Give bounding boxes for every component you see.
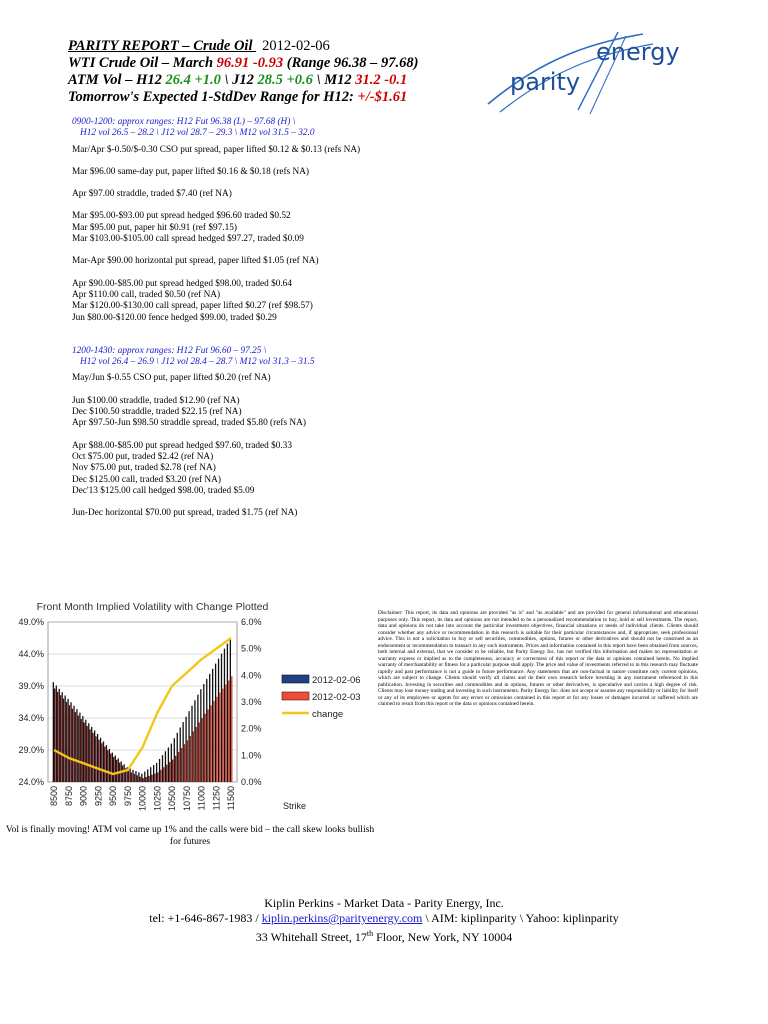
bar-2012-02-03 — [86, 726, 87, 782]
trade-log — [72, 117, 492, 519]
bar-2012-02-06 — [159, 759, 160, 782]
bar-2012-02-03 — [98, 740, 99, 782]
bar-2012-02-03 — [54, 689, 55, 782]
bar-2012-02-06 — [218, 659, 219, 782]
bar-2012-02-03 — [89, 729, 90, 782]
trade-line: Mar $103.00-$105.00 call spread hedged $97.27, traded $0.09 — [72, 234, 304, 245]
report-date: 2012-02-06 — [262, 38, 330, 54]
bar-2012-02-06 — [82, 716, 83, 782]
bar-2012-02-06 — [76, 709, 77, 782]
bar-2012-02-06 — [191, 706, 192, 782]
session-range-line: H12 vol 26.5 – 28.2 \ J12 vol 28.7 – 29.3 \ M12 vol 31.5 – 32.0 — [80, 128, 315, 139]
trade-group — [72, 167, 492, 178]
bar-2012-02-06 — [124, 764, 125, 782]
trade-line: Mar $120.00-$130.00 call spread, paper lifted $0.27 (ref $98.57) — [72, 301, 313, 312]
footer-address-street: 33 Whitehall Street, 17 — [255, 930, 367, 944]
chart-svg — [0, 596, 370, 818]
trade-line: Dec'13 $125.00 call hedged $98.00, traded $5.09 — [72, 485, 255, 496]
bar-2012-02-06 — [147, 769, 148, 782]
report-title-line — [68, 38, 488, 55]
bar-2012-02-03-highlight — [204, 714, 205, 782]
trade-line: Jun $100.00 straddle, traded $12.90 (ref NA) — [72, 395, 240, 406]
bar-2012-02-03 — [92, 733, 93, 782]
contact-footer — [0, 896, 768, 945]
bar-2012-02-06 — [115, 756, 116, 782]
bar-2012-02-03-highlight — [151, 775, 152, 782]
y-left-tick-label: 34.0% — [18, 713, 44, 723]
footer-email-link[interactable]: kiplin.perkins@parityenergy.com — [261, 911, 423, 925]
y-right-tick-label: 1.0% — [241, 750, 262, 761]
bar-2012-02-03-highlight — [196, 727, 197, 782]
bar-2012-02-06 — [177, 733, 178, 782]
bar-2012-02-06 — [209, 674, 210, 782]
session-header — [72, 117, 492, 140]
bar-2012-02-03 — [84, 722, 85, 782]
bar-2012-02-06 — [206, 679, 207, 782]
trade-group — [72, 441, 492, 497]
bar-2012-02-06 — [79, 713, 80, 782]
bar-2012-02-06 — [97, 734, 98, 782]
legend-swatch — [282, 692, 309, 700]
bar-2012-02-03-highlight — [222, 689, 223, 782]
bar-2012-02-06 — [174, 738, 175, 782]
bar-2012-02-06 — [185, 717, 186, 782]
logo-word-energy: energy — [596, 38, 680, 66]
legend-label: 2012-02-03 — [312, 692, 361, 703]
bar-2012-02-06 — [215, 664, 216, 782]
bar-2012-02-06 — [171, 744, 172, 782]
bar-2012-02-03 — [137, 775, 138, 782]
trade-group — [72, 396, 492, 430]
bar-2012-02-03 — [110, 754, 111, 782]
footer-aim-yahoo: \ AIM: kiplinparity \ Yahoo: kiplinparity — [422, 911, 619, 925]
trade-group — [72, 256, 492, 267]
bar-2012-02-03 — [72, 709, 73, 782]
bar-2012-02-03 — [63, 699, 64, 782]
trade-line: Mar $95.00 put, paper hit $0.91 (ref $97.15) — [72, 222, 237, 233]
bar-2012-02-03 — [140, 777, 141, 782]
x-tick-label: 10500 — [167, 786, 177, 812]
h12-vol: 26.4 +1.0 — [165, 72, 221, 88]
bar-2012-02-06 — [112, 753, 113, 782]
trade-line: Apr $90.00-$85.00 put spread hedged $98.00, traded $0.64 — [72, 278, 292, 289]
y-left-tick-label: 49.0% — [18, 617, 44, 627]
bar-2012-02-03 — [66, 702, 67, 782]
bar-2012-02-06 — [188, 711, 189, 782]
report-header — [68, 38, 488, 106]
bar-2012-02-03-highlight — [157, 772, 158, 782]
trade-group — [72, 211, 492, 245]
bar-2012-02-06 — [230, 639, 231, 782]
bar-2012-02-06 — [150, 767, 151, 782]
bar-2012-02-06 — [56, 685, 57, 782]
x-tick-label: 10000 — [137, 786, 148, 812]
bar-2012-02-06 — [65, 695, 66, 782]
bar-2012-02-03-highlight — [216, 697, 217, 782]
bar-2012-02-03 — [128, 771, 129, 782]
bar-2012-02-03-highlight — [160, 770, 161, 782]
j12-label: \ J12 — [220, 72, 258, 88]
bar-2012-02-06 — [59, 689, 60, 782]
bar-2012-02-06 — [212, 669, 213, 782]
trade-line: Jun $80.00-$120.00 fence hedged $99.00, traded $0.29 — [72, 312, 277, 323]
chart-caption: Vol is finally moving! ATM vol came up 1% and the calls were bid – the call skew looks bullish for futures — [5, 824, 375, 847]
x-axis-label: Strike — [283, 801, 307, 811]
y-right-tick-label: 2.0% — [241, 723, 262, 734]
bar-2012-02-06 — [53, 682, 54, 782]
trade-line: Mar-Apr $90.00 horizontal put spread, paper lifted $1.05 (ref NA) — [72, 256, 319, 267]
atm-vol-label: ATM Vol – H12 — [68, 72, 166, 88]
bar-2012-02-03-highlight — [187, 740, 188, 782]
bar-2012-02-06 — [106, 745, 107, 782]
legend-label: change — [312, 709, 344, 720]
bar-2012-02-03 — [101, 743, 102, 782]
y-left-tick-label: 24.0% — [18, 777, 44, 787]
report-title: PARITY REPORT – Crude Oil — [68, 38, 253, 54]
bar-2012-02-06 — [118, 758, 119, 782]
y-left-tick-label: 29.0% — [18, 745, 44, 755]
bar-2012-02-03-highlight — [193, 731, 194, 782]
bar-2012-02-03-highlight — [178, 752, 179, 782]
bar-2012-02-06 — [203, 684, 204, 782]
y-right-tick-label: 0.0% — [241, 777, 262, 787]
bar-2012-02-03-highlight — [199, 722, 200, 782]
j12-vol: 28.5 +0.6 — [257, 72, 313, 88]
session-range-line: 1200-1430: approx ranges: H12 Fut 96.60 – 97.25 \ — [72, 345, 267, 356]
bar-2012-02-06 — [200, 689, 201, 782]
expected-range-value: +/-$1.61 — [357, 89, 408, 105]
footer-address-city: Floor, New York, NY 10004 — [373, 930, 513, 944]
footer-sep: / — [252, 911, 262, 925]
bar-2012-02-03-highlight — [210, 705, 211, 782]
bar-2012-02-06 — [227, 644, 228, 782]
x-tick-label: 9000 — [78, 786, 89, 807]
trade-line: Dec $100.50 straddle, traded $22.15 (ref NA) — [72, 407, 242, 418]
x-tick-label: 11000 — [196, 786, 207, 811]
bar-2012-02-03-highlight — [148, 776, 149, 782]
chart-title: Front Month Implied Volatility with Change Plotted — [36, 601, 269, 613]
bar-2012-02-03-highlight — [172, 760, 173, 782]
bar-2012-02-06 — [180, 727, 181, 782]
bar-2012-02-03 — [113, 757, 114, 782]
y-right-tick-label: 6.0% — [241, 617, 262, 627]
legend-swatch — [282, 675, 309, 683]
trade-group — [72, 508, 492, 519]
bar-2012-02-03-highlight — [145, 777, 146, 782]
trade-group — [72, 189, 492, 200]
m12-label: \ M12 — [312, 72, 356, 88]
session-header — [72, 346, 492, 369]
bar-2012-02-03-highlight — [213, 701, 214, 782]
bar-2012-02-06 — [94, 730, 95, 782]
session-range-line: 0900-1200: approx ranges: H12 Fut 96.38 (L) – 97.68 (H) \ — [72, 117, 296, 127]
bar-2012-02-03-highlight — [207, 710, 208, 782]
expected-range-line — [68, 89, 488, 106]
bar-2012-02-03 — [60, 695, 61, 782]
bar-2012-02-06 — [135, 771, 136, 782]
footer-address — [0, 926, 768, 945]
bar-2012-02-03-highlight — [231, 676, 232, 782]
bar-2012-02-06 — [144, 772, 145, 782]
bar-2012-02-03-highlight — [169, 762, 170, 782]
m12-vol: 31.2 -0.1 — [355, 72, 408, 88]
expected-range-label: Tomorrow's Expected 1-StdDev Range for H12: — [68, 89, 358, 105]
bar-2012-02-03 — [116, 760, 117, 782]
bar-2012-02-06 — [224, 649, 225, 782]
bar-2012-02-03 — [131, 773, 132, 782]
bar-2012-02-06 — [156, 763, 157, 782]
x-tick-label: 9500 — [108, 786, 118, 807]
footer-address-sup: th — [366, 929, 374, 938]
x-tick-label: 10750 — [181, 786, 192, 812]
y-right-tick-label: 3.0% — [241, 697, 262, 707]
bar-2012-02-06 — [168, 747, 169, 782]
bar-2012-02-06 — [132, 770, 133, 782]
trade-group — [72, 279, 492, 324]
bar-2012-02-06 — [194, 700, 195, 782]
futures-price-change: 96.91 -0.93 — [216, 55, 284, 71]
futures-line — [68, 55, 488, 72]
bar-2012-02-06 — [162, 755, 163, 782]
x-tick-label: 11500 — [226, 786, 236, 811]
implied-vol-chart — [0, 596, 370, 818]
bar-2012-02-06 — [221, 654, 222, 782]
x-tick-label: 10250 — [152, 786, 163, 812]
bar-2012-02-06 — [62, 692, 63, 782]
bar-2012-02-06 — [73, 706, 74, 782]
x-tick-label: 8500 — [49, 786, 59, 807]
bar-2012-02-03 — [75, 712, 76, 782]
bar-2012-02-03-highlight — [184, 744, 185, 782]
trade-line: Apr $97.50-Jun $98.50 straddle spread, traded $5.80 (refs NA) — [72, 418, 306, 429]
y-left-tick-label: 39.0% — [18, 681, 44, 691]
y-right-tick-label: 4.0% — [241, 670, 262, 681]
bar-2012-02-03 — [107, 750, 108, 782]
bar-2012-02-03-highlight — [163, 767, 164, 782]
bar-2012-02-03 — [95, 736, 96, 782]
bar-2012-02-03 — [57, 692, 58, 782]
bar-2012-02-03 — [81, 719, 82, 782]
bar-2012-02-03 — [104, 747, 105, 782]
bar-2012-02-03-highlight — [175, 756, 176, 782]
trade-line: Jun-Dec horizontal $70.00 put spread, traded $1.75 (ref NA) — [72, 508, 298, 519]
bar-2012-02-06 — [197, 695, 198, 782]
y-right-tick-label: 5.0% — [241, 643, 262, 654]
x-tick-label: 8750 — [63, 786, 74, 807]
bar-2012-02-06 — [141, 774, 142, 782]
bar-2012-02-03-highlight — [190, 736, 191, 782]
bar-2012-02-03 — [122, 765, 123, 782]
bar-2012-02-06 — [91, 727, 92, 782]
trade-line: Mar/Apr $-0.50/$-0.30 CSO put spread, paper lifted $0.12 & $0.13 (refs NA) — [72, 144, 361, 155]
bar-2012-02-06 — [67, 699, 68, 782]
legend-label: 2012-02-06 — [312, 675, 361, 686]
bar-2012-02-06 — [109, 749, 110, 782]
trade-line: Apr $97.00 straddle, traded $7.40 (ref NA) — [72, 189, 232, 200]
trade-line: May/Jun $-0.55 CSO put, paper lifted $0.20 (ref NA) — [72, 373, 271, 384]
bar-2012-02-03-highlight — [154, 774, 155, 782]
parity-energy-logo — [468, 24, 698, 120]
x-tick-label: 9750 — [122, 786, 133, 807]
footer-tel: tel: +1-646-867-1983 — [149, 911, 253, 925]
logo-word-parity: parity — [510, 68, 581, 96]
bar-2012-02-03 — [134, 774, 135, 782]
bar-2012-02-03 — [69, 705, 70, 782]
footer-name-line: Kiplin Perkins - Market Data - Parity Energy, Inc. — [264, 896, 504, 910]
bar-2012-02-06 — [153, 765, 154, 782]
trade-line: Mar $96.00 same-day put, paper lifted $0.16 & $0.18 (refs NA) — [72, 166, 310, 177]
atm-vol-line — [68, 72, 488, 89]
bar-2012-02-06 — [103, 741, 104, 782]
footer-contact-line — [0, 911, 768, 926]
bar-2012-02-03 — [78, 716, 79, 782]
bar-2012-02-03-highlight — [219, 693, 220, 782]
disclaimer-text: Disclaimer: This report, its data and opinions are provided "as is" and "as available" and are provided for general informational and educational purposes only. This report, its data and opinions are not intended to be a personalized recommendation to buy, hold or sell investments. The report, data and opinions do not take into account the particular investment objectives, financial situations or needs of individual clients. Clients should consider whether any advice or recommendation in this research is suitable for their particular circumstances and, if appropriate, seek professional advice. This is not a solicitation to buy or sell securities, commodities, options, futures or other derivatives and should not be construed as an endorsement or recommendation to transact in any such instruments. Prices and information contained in this report have been obtained from sources, both internal and external, that we consider to be reliable, but Parity Energy Inc. has not verified this information and makes no representation or warranty express or implied as to the completeness, accuracy or correctness of this report or the data or opinions contained herein. No implied warranty of merchantability or fitness for a particular purpose shall apply. The price and value of investments referred to in this research may fluctuate rapidly and past performance is not a guide to future performance. Any statements that are non-factual in nature constitute only current opinions, which are subject to change. Clients should verify all claims and do their own research before investing in any instrument referenced in this publication. Investing in securities and commodities and in options, futures or other derivatives, is speculative and carries a high degree of risk. Clients may lose money trading and investing in such instruments. Parity Energy Inc. does not accept or assume any responsibility or liability for itself or any of its employees or agents for any errors or omissions contained in this report or for any losses or damages incurred or suffered which are claimed to result from this report or the data or opinions contained herein. — [378, 610, 698, 707]
futures-label: WTI Crude Oil – March — [68, 55, 217, 71]
x-tick-label: 11250 — [211, 786, 222, 811]
bar-2012-02-03-highlight — [166, 765, 167, 782]
trade-line: Dec $125.00 call, traded $3.20 (ref NA) — [72, 474, 221, 485]
bar-2012-02-03-highlight — [202, 718, 203, 782]
session-range-line: H12 vol 26.4 – 26.9 \ J12 vol 28.4 – 28.7 \ M12 vol 31.3 – 31.5 — [80, 357, 315, 368]
bar-2012-02-06 — [129, 769, 130, 782]
trade-line: Mar $95.00-$93.00 put spread hedged $96.60 traded $0.52 — [72, 211, 291, 222]
trade-group — [72, 145, 492, 156]
trade-group — [72, 373, 492, 384]
trade-line: Oct $75.00 put, traded $2.42 (ref NA) — [72, 451, 214, 462]
bar-2012-02-06 — [88, 723, 89, 782]
trade-line: Nov $75.00 put, traded $2.78 (ref NA) — [72, 463, 216, 474]
y-left-tick-label: 44.0% — [18, 649, 44, 659]
bar-2012-02-06 — [100, 738, 101, 782]
trade-line: Apr $88.00-$85.00 put spread hedged $97.60, traded $0.33 — [72, 440, 292, 451]
futures-range: (Range 96.38 – 97.68) — [283, 55, 419, 71]
bar-2012-02-03-highlight — [228, 680, 229, 782]
bar-2012-02-06 — [70, 702, 71, 782]
bar-2012-02-06 — [138, 772, 139, 782]
bar-2012-02-03-highlight — [181, 748, 182, 782]
bar-2012-02-06 — [85, 720, 86, 782]
bar-2012-02-06 — [165, 751, 166, 782]
bar-2012-02-03-highlight — [225, 685, 226, 782]
bar-2012-02-06 — [183, 722, 184, 782]
trade-line: Apr $110.00 call, traded $0.50 (ref NA) — [72, 289, 221, 300]
x-tick-label: 9250 — [93, 786, 104, 807]
